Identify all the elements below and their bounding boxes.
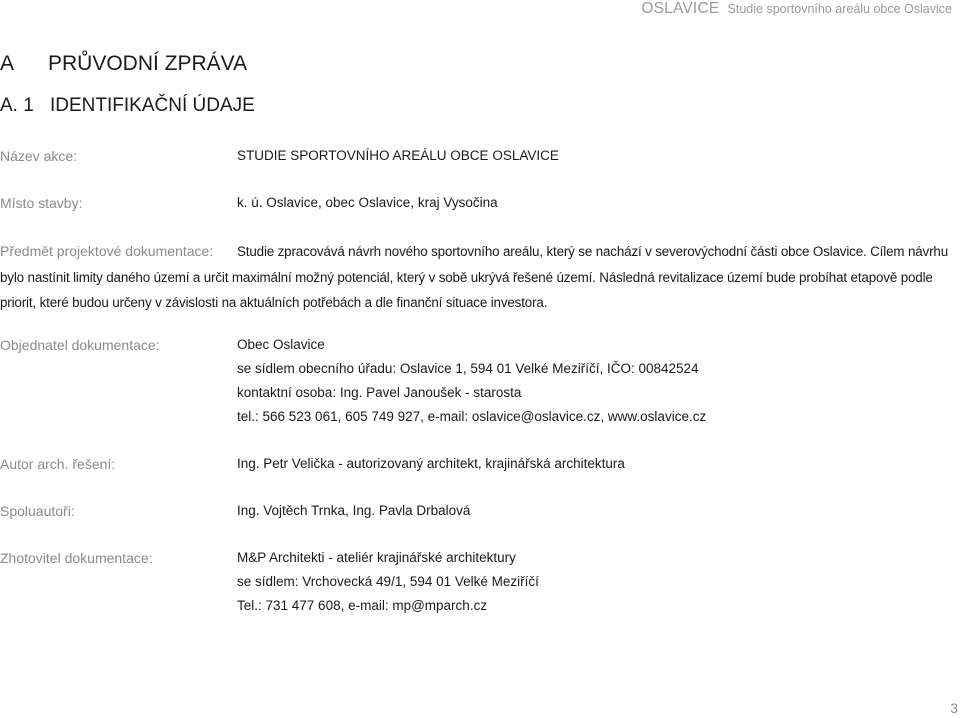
section-title: PRŮVODNÍ ZPRÁVA	[48, 52, 248, 75]
label-spoluautori: Spoluautoři:	[0, 503, 75, 519]
predmet-paragraph	[0, 239, 960, 316]
objednatel-line: Obec Oslavice	[237, 337, 325, 352]
value-autor: Ing. Petr Velička - autorizovaný architekt, krajinářská architektura	[237, 456, 625, 471]
label-misto-stavby: Místo stavby:	[0, 195, 83, 211]
subsection-number: A. 1	[0, 95, 34, 116]
running-header	[641, 0, 952, 18]
objednatel-line: tel.: 566 523 061, 605 749 927, e-mail: oslavice@oslavice.cz, www.oslavice.cz	[237, 409, 707, 424]
label-autor: Autor arch. řešení:	[0, 456, 116, 472]
objednatel-line: se sídlem obecního úřadu: Oslavice 1, 594 01 Velké Meziříčí, IČO: 00842524	[237, 361, 699, 376]
section-heading	[0, 52, 247, 76]
header-subtitle: Studie sportovního areálu obce Oslavice	[727, 2, 952, 16]
value-misto-stavby: k. ú. Oslavice, obec Oslavice, kraj Vysočina	[237, 195, 498, 210]
zhotovitel-line: M&P Architekti - ateliér krajinářské architektury	[237, 550, 516, 565]
zhotovitel-line: Tel.: 731 477 608, e-mail: mp@mparch.cz	[237, 598, 488, 613]
label-objednatel: Objednatel dokumentace:	[0, 337, 160, 353]
zhotovitel-line: se sídlem: Vrchovecká 49/1, 594 01 Velké Meziříčí	[237, 574, 539, 589]
label-predmet: Předmět projektové dokumentace:	[0, 243, 214, 259]
section-letter: A	[0, 52, 15, 75]
label-nazev-akce: Název akce:	[0, 148, 78, 164]
objednatel-line: kontaktní osoba: Ing. Pavel Janoušek - starosta	[237, 385, 522, 400]
page-number: 3	[950, 700, 958, 716]
value-predmet: Studie zpracovává návrh nového sportovního areálu, který se nachází v severovýchodní části obce Oslavice. Cílem návrhu bylo nastínit limity daného území a určit maximální možný potenciál, který v sobě ukrývá řešené území. Následná revitalizace území bude probíhat etapově podle priorit, které budou určeny v závislosti na aktuálních potřebách a dle finanční situace investora.	[0, 244, 948, 310]
label-zhotovitel: Zhotovitel dokumentace:	[0, 550, 153, 566]
subsection-title: IDENTIFIKAČNÍ ÚDAJE	[50, 95, 255, 116]
header-brand: OSLAVICE	[641, 0, 720, 17]
value-spoluautori: Ing. Vojtěch Trnka, Ing. Pavla Drbalová	[237, 503, 471, 518]
subsection-heading	[0, 95, 255, 117]
value-nazev-akce: STUDIE SPORTOVNÍHO AREÁLU OBCE OSLAVICE	[237, 148, 559, 163]
